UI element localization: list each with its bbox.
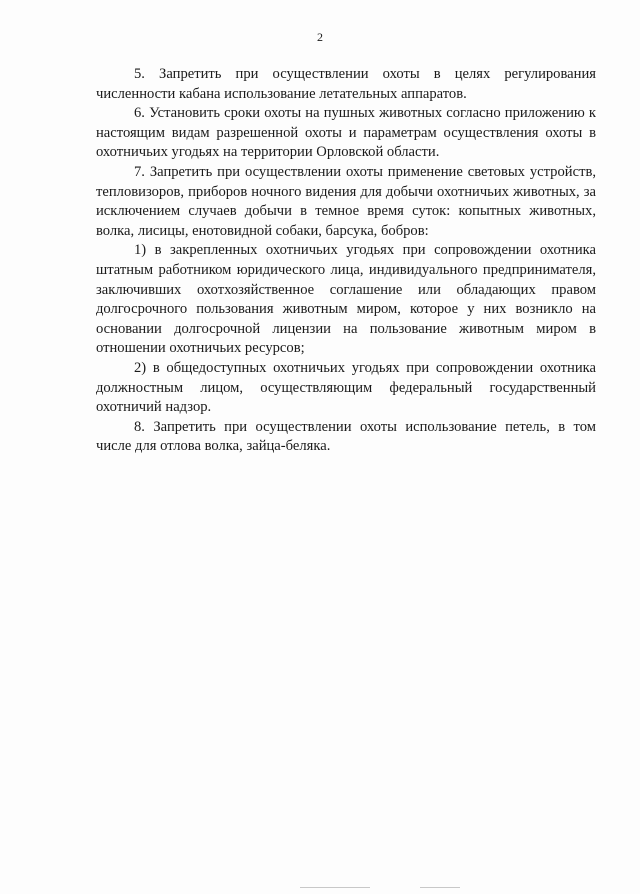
paragraph-item-7: 7. Запретить при осуществлении охоты применение световых устройств, тепловизоров, приборов ночного видения для добычи охотничьих животных, за исключением случаев добычи в темное время суток: копытных животных, волка, лисицы, енотовидной собаки, барсука, бобров:: [96, 163, 596, 239]
paragraph-subitem-7-2: 2) в общедоступных охотничьих угодьях при сопровождении охотника должностным лицом, осуществляющим федеральный государственный охотничий надзор.: [96, 359, 596, 416]
scan-artifact-line: [420, 887, 460, 888]
paragraph-item-8: 8. Запретить при осуществлении охоты использование петель, в том числе для отлова волка, зайца-беляка.: [96, 418, 596, 455]
paragraph-item-5: 5. Запретить при осуществлении охоты в целях регулирования численности кабана использование летательных аппаратов.: [96, 66, 596, 102]
scan-artifact-line: [300, 887, 370, 888]
paragraph-item-6: 6. Установить сроки охоты на пушных животных согласно приложению к настоящим видам разрешенной охоты и параметрам осуществления охоты в охотничьих угодьях на территории Орловской области.: [96, 105, 596, 161]
paragraph-subitem-7-1: 1) в закрепленных охотничьих угодьях при сопровождении охотника штатным работником юридического лица, индивидуального предпринимателя, заключивших охотхозяйственное соглашение или обладающих правом долгосрочного пользования животным миром, которое у них возникло на основании долгосрочной лицензии на пользование животным миром в отношении охотничьих ресурсов;: [96, 242, 596, 357]
document-body: [96, 65, 596, 457]
page-number: 2: [317, 30, 323, 44]
